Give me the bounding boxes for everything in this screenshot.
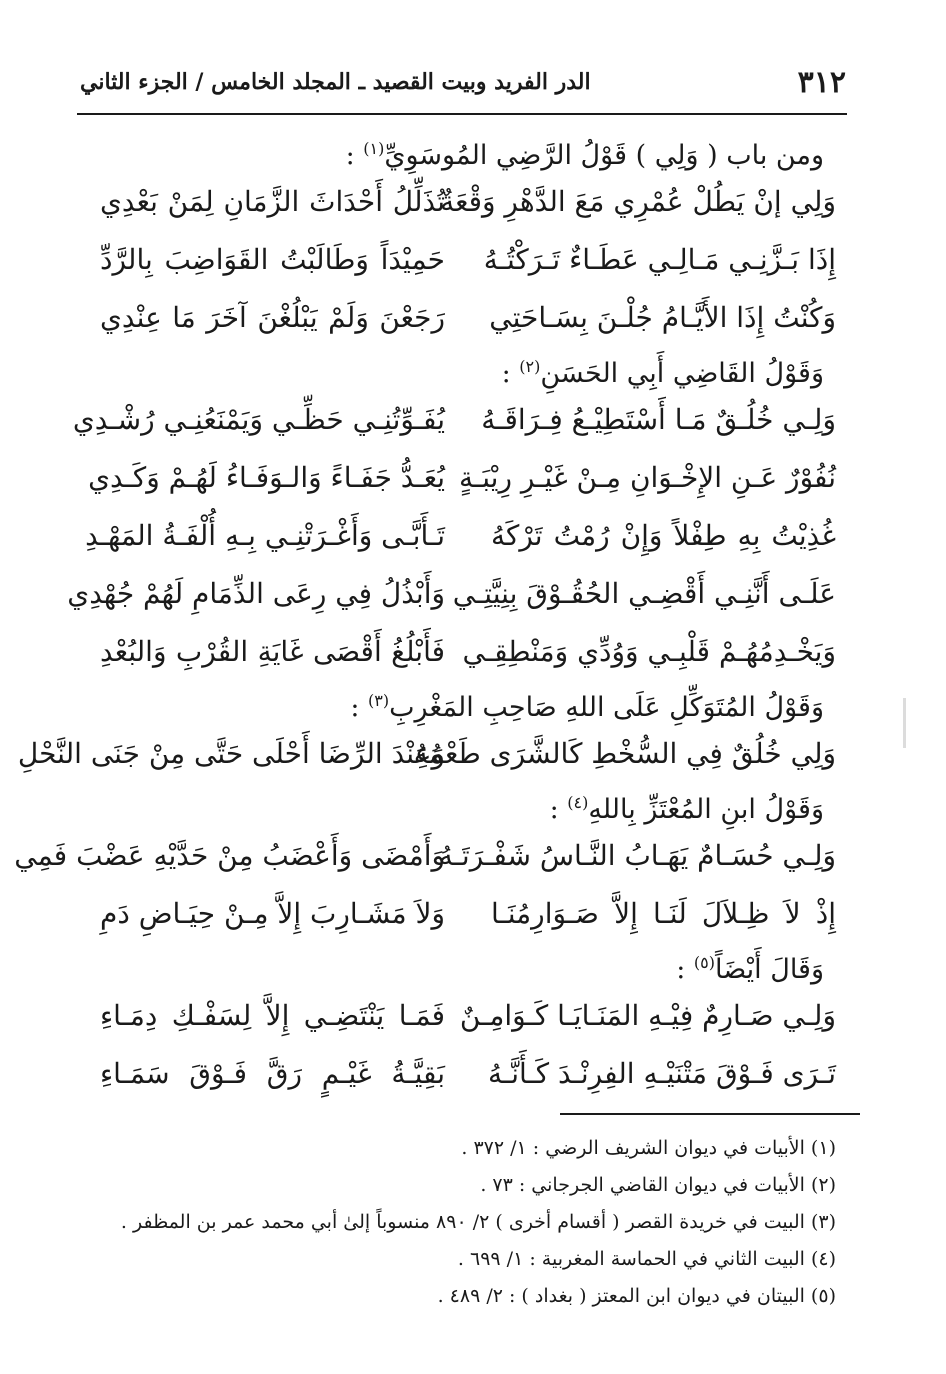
footnote-separator <box>560 1113 860 1115</box>
section-intro <box>100 358 836 402</box>
verse-line <box>100 300 836 358</box>
verse-first-hemistich: إِذَا بَـزَّنِـي مَـالِـي عَطَـاءٌ تَـرَكْتُـهُ <box>483 243 836 276</box>
verse-line <box>17 736 836 794</box>
verse-second-hemistich: وَأَبْذُلُ فِي رِعَى الذِّمَامِ لَهُمْ جُهْدِي <box>67 577 445 610</box>
intro-text: وَقَوْلُ المُتَوَكِّلِ عَلَى اللهِ صَاحِبِ المَغْرِبِ <box>389 692 824 723</box>
verse-second-hemistich: تَـأَبَّـى وَأَغْـرَتْنِـي بِـهِ أُلْفَـةُ المَهْـدِ <box>85 519 445 552</box>
verse-second-hemistich: يُعَـدُّ جَفَـاءً وَالـوَفَـاءُ لَهُـمْ وَكَـدِي <box>88 461 445 494</box>
verse-line <box>100 1056 836 1114</box>
running-title: الدر الفريد وبيت القصيد ـ المجلد الخامس / الجزء الثاني <box>80 69 591 95</box>
verse-first-hemistich: وَلِـي حُسَـامٌ يَهَـابُ النَّـاسُ شَفْـرَتَـهُ <box>438 839 836 872</box>
poetry-body <box>14 139 836 1114</box>
footnote-ref: (١) <box>363 139 385 158</box>
footnote-5: (٥) البيتان في ديوان ابن المعتز ( بغداد ) : ٢/ ٤٨٩ . <box>437 1285 836 1307</box>
intro-text: وَقَالَ أَيْضَاً <box>714 954 824 985</box>
intro-colon: : <box>549 794 568 825</box>
verse-first-hemistich: وَلِي خُلُقٌ فِي السُّخْطِ كَالشَّرَى طَعْمُهُ <box>413 737 836 770</box>
footnote-2: (٢) الأبيات في ديوان القاضي الجرجاني : ٧٣ . <box>480 1174 836 1196</box>
intro-text: وَقَوْلُ ابنِ المُعْتَزِّ بِاللهِ <box>588 794 824 825</box>
footnote-ref: (٣) <box>368 691 390 710</box>
footnote-4: (٤) البيت الثاني في الحماسة المغربية : ١/ ٦٩٩ . <box>457 1248 836 1270</box>
intro-colon: : <box>501 358 520 389</box>
scan-edge-mark <box>903 698 906 748</box>
verse-first-hemistich: وَكُنْتُ إِذَا الأَيَّـامُ جُلْـنَ بِسَـاحَتِي <box>489 301 836 334</box>
header-rule <box>77 113 847 115</box>
verse-first-hemistich: وَلِي إنْ يَطُلْ عُمْرِي مَعَ الدَّهْرِ وَقْعَةٌ <box>440 185 836 218</box>
verse-second-hemistich: تُذَلِّلُ أَحْدَاثَ الزَّمَانِ لِمَنْ بَعْدِي <box>100 185 445 218</box>
verse-first-hemistich: وَيَخْـدِمُهُـمْ قَلْبِـي وَوُدِّي وَمَنْطِقِـي <box>462 635 836 668</box>
section-intro <box>100 954 836 998</box>
intro-text: ومن باب ( وَلِي ) قَوْلُ الرَّضِي المُوسَوِيِّ <box>384 140 824 171</box>
footnote-ref: (٥) <box>693 953 715 972</box>
page-header <box>80 58 846 106</box>
verse-line <box>85 518 836 576</box>
intro-text: وَقَوْلُ القَاضِي أَبِي الحَسَنِ <box>540 358 824 389</box>
verse-second-hemistich: وَعِنْدَ الرِّضَا أَحْلَى حَتَّى مِنْ جَنَى النَّحْلِ <box>17 737 445 770</box>
intro-colon: : <box>676 954 694 985</box>
verse-first-hemistich: وَلِـي خُلُـقٌ مَـا أَسْتَطِيْـعُ فِـرَاقَـهُ <box>481 403 836 436</box>
verse-first-hemistich: تَـرَى فَـوْقَ مَتْنَيْـهِ الفِرِنْـدَ كَـأَنَّـهُ <box>488 1057 836 1090</box>
verse-second-hemistich: رَجَعْنَ وَلَمْ يَبْلُغْنَ آخَرَ مَا عِنْدِي <box>100 301 445 334</box>
verse-first-hemistich: غُذِيْتُ بِهِ طِفْلاً وَإِنْ رُمْتُ تَرْكَهُ <box>491 519 836 552</box>
verse-line <box>100 998 836 1056</box>
verse-line <box>72 402 836 460</box>
verse-line <box>14 838 836 896</box>
verse-line <box>88 460 836 518</box>
verse-line <box>100 184 836 242</box>
footnote-ref: (٢) <box>519 357 541 376</box>
verse-first-hemistich: وَلِـي صَـارِمٌ فِيْـهِ المَنَـايَـا كَـوَامِـنٌ <box>459 999 836 1032</box>
footnotes <box>60 1130 836 1315</box>
section-intro <box>100 794 836 838</box>
verse-second-hemistich: يُفَـوِّتُنِـي حَظِّـي وَيَمْنَعُنِـي رُشْـدِي <box>72 403 445 436</box>
intro-colon: : <box>345 140 364 171</box>
verse-first-hemistich: نُفُوْرٌ عَـنِ الإِخْـوَانِ مِـنْ غَيْـرِ رِيْبَـةٍ <box>459 461 836 494</box>
verse-second-hemistich: فَأَبْلُغُ أَقْصَى غَايَةِ القُرْبِ وَالبُعْدِ <box>100 635 445 668</box>
verse-line <box>67 576 836 634</box>
verse-first-hemistich: إِذْ لاَ ظِـلاَلَ لَنَـا إِلاَّ صَـوَارِمُنَـا <box>491 897 836 930</box>
footnote-1: (١) الأبيات في ديوان الشريف الرضي : ١/ ٣٧٢ . <box>461 1137 836 1159</box>
footnote-3: (٣) البيت في خريدة القصر ( أقسام أخرى ) ٢/ ٨٩٠ منسوباً إلىٰ أبي محمد عمر بن المظفر . <box>120 1211 836 1233</box>
footnote-ref: (٤) <box>567 793 589 812</box>
page-number: ٣١٢ <box>797 64 846 100</box>
verse-second-hemistich: حَمِيْدَاً وَطَالَبْتُ القَوَاضِبَ بِالرَّدِّ <box>100 243 445 276</box>
section-intro <box>100 140 836 184</box>
verse-second-hemistich: وَلاَ مَشَـارِبَ إِلاَّ مِـنْ حِيَـاضِ دَمِ <box>100 897 445 930</box>
verse-second-hemistich: بَقِيَّـةُ غَيْـمٍ رَقَّ فَـوْقَ سَمَـاءِ <box>100 1057 445 1090</box>
verse-line <box>100 896 836 954</box>
verse-first-hemistich: عَلَـى أَنَّنِـي أَقْضِـي الحُقُـوْقَ بِنِيَّتِـي <box>452 577 836 610</box>
section-intro <box>100 692 836 736</box>
verse-second-hemistich: وَأَمْضَى وَأَعْضَبُ مِنْ حَدَّيْهِ عَضْبَ فَمِي <box>14 839 445 872</box>
verse-line <box>100 634 836 692</box>
intro-colon: : <box>350 692 369 723</box>
verse-second-hemistich: فَمَـا يَنْتَضِـي إِلاَّ لِسَفْـكِ دِمَـاءِ <box>100 999 445 1032</box>
verse-line <box>100 242 836 300</box>
